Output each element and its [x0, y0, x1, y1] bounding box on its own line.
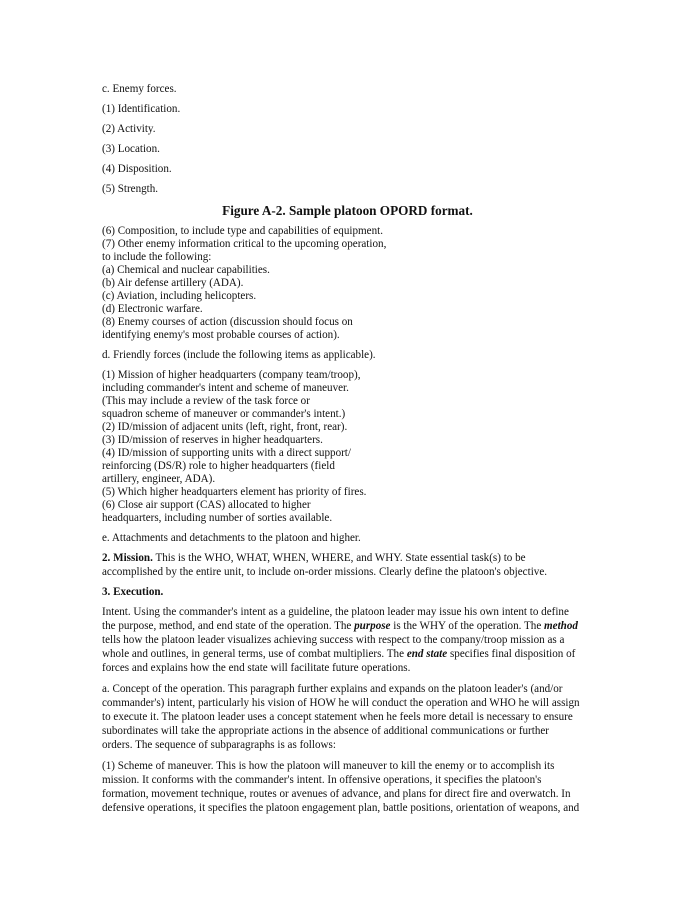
concept-line: subordinates will take the appropriate actions in the absence of additional communications or further [102, 725, 550, 737]
figure-caption: Figure A-2. Sample platoon OPORD format. [222, 203, 473, 218]
friendly-line: headquarters, including number of sorties available. [102, 512, 333, 524]
mission-text: This is the WHO, WHAT, WHEN, WHERE, and WHY. State essential task(s) to be [155, 552, 526, 564]
enemy-line: (7) Other enemy information critical to the upcoming operation, [102, 238, 387, 250]
list-item: (4) Disposition. [102, 163, 172, 175]
mission-label: 2. Mission. [102, 552, 153, 564]
concept-line: orders. The sequence of subparagraphs is as follows: [102, 739, 336, 751]
intent-text: the purpose, method, and end state of the operation. The [102, 620, 355, 632]
friendly-line: (4) ID/mission of supporting units with a direct support/ [102, 447, 351, 459]
friendly-line: reinforcing (DS/R) role to higher headquarters (field [102, 460, 335, 472]
friendly-line: including commander's intent and scheme of maneuver. [102, 382, 349, 394]
mission-paragraph [102, 552, 526, 565]
friendly-line: (6) Close air support (CAS) allocated to higher [102, 499, 311, 511]
friendly-line: (3) ID/mission of reserves in higher headquarters. [102, 434, 323, 446]
enemy-forces-heading: c. Enemy forces. [102, 83, 177, 95]
enemy-line: (6) Composition, to include type and capabilities of equipment. [102, 225, 383, 237]
intent-line: forces and explains how the end state will facilitate future operations. [102, 662, 411, 674]
intent-line [102, 620, 578, 633]
scheme-line: (1) Scheme of maneuver. This is how the platoon will maneuver to kill the enemy or to accomplish its [102, 760, 555, 772]
intent-text: specifies final disposition of [447, 648, 576, 660]
concept-line: a. Concept of the operation. This paragraph further explains and expands on the platoon leader's (and/or [102, 683, 563, 695]
friendly-line: (5) Which higher headquarters element has priority of fires. [102, 486, 367, 498]
scheme-line: mission. It conforms with the commander's intent. In offensive operations, it specifies the platoon's [102, 774, 542, 786]
enemy-line: (d) Electronic warfare. [102, 303, 203, 315]
attachments-line: e. Attachments and detachments to the platoon and higher. [102, 532, 361, 544]
list-item: (2) Activity. [102, 123, 156, 135]
purpose-term: purpose [354, 620, 391, 632]
scheme-line: defensive operations, it specifies the platoon engagement plan, battle positions, orientation of weapons, and [102, 802, 580, 814]
intent-line: tells how the platoon leader visualizes achieving success with respect to the company/troop mission as a [102, 634, 565, 646]
concept-line: commander's) intent, particularly his vision of HOW he will conduct the operation and WHO he will assign [102, 697, 580, 709]
concept-line: to execute it. The platoon leader uses a concept statement when he feels more detail is necessary to ensure [102, 711, 573, 723]
list-item: (3) Location. [102, 143, 160, 155]
list-item: (5) Strength. [102, 183, 159, 195]
enemy-line: identifying enemy's most probable courses of action). [102, 329, 340, 341]
intent-text: whole and outlines, in general terms, use of combat multipliers. The [102, 648, 407, 660]
enemy-line: (8) Enemy courses of action (discussion should focus on [102, 316, 353, 328]
friendly-line: artillery, engineer, ADA). [102, 473, 216, 485]
scheme-line: formation, movement technique, routes or avenues of advance, and plans for direct fire and overwatch. In [102, 788, 571, 800]
execution-heading: 3. Execution. [102, 586, 164, 598]
enemy-line: to include the following: [102, 251, 212, 263]
friendly-line: (2) ID/mission of adjacent units (left, right, front, rear). [102, 421, 348, 433]
method-term: method [544, 620, 578, 632]
intent-text: is the WHY of the operation. The [390, 620, 545, 632]
end-state-term: end state [406, 648, 448, 660]
mission-line: accomplished by the entire unit, to include on-order missions. Clearly define the platoon's objective. [102, 566, 548, 578]
enemy-line: (c) Aviation, including helicopters. [102, 290, 257, 302]
enemy-line: (a) Chemical and nuclear capabilities. [102, 264, 270, 276]
enemy-line: (b) Air defense artillery (ADA). [102, 277, 244, 289]
intent-line [102, 648, 575, 661]
friendly-line: (1) Mission of higher headquarters (company team/troop), [102, 369, 361, 381]
friendly-line: (This may include a review of the task force or [102, 395, 310, 407]
intent-line: Intent. Using the commander's intent as a guideline, the platoon leader may issue his own intent to define [102, 606, 569, 618]
friendly-line: squadron scheme of maneuver or commander's intent.) [102, 408, 346, 420]
list-item: (1) Identification. [102, 103, 181, 115]
friendly-forces-heading: d. Friendly forces (include the following items as applicable). [102, 349, 376, 361]
